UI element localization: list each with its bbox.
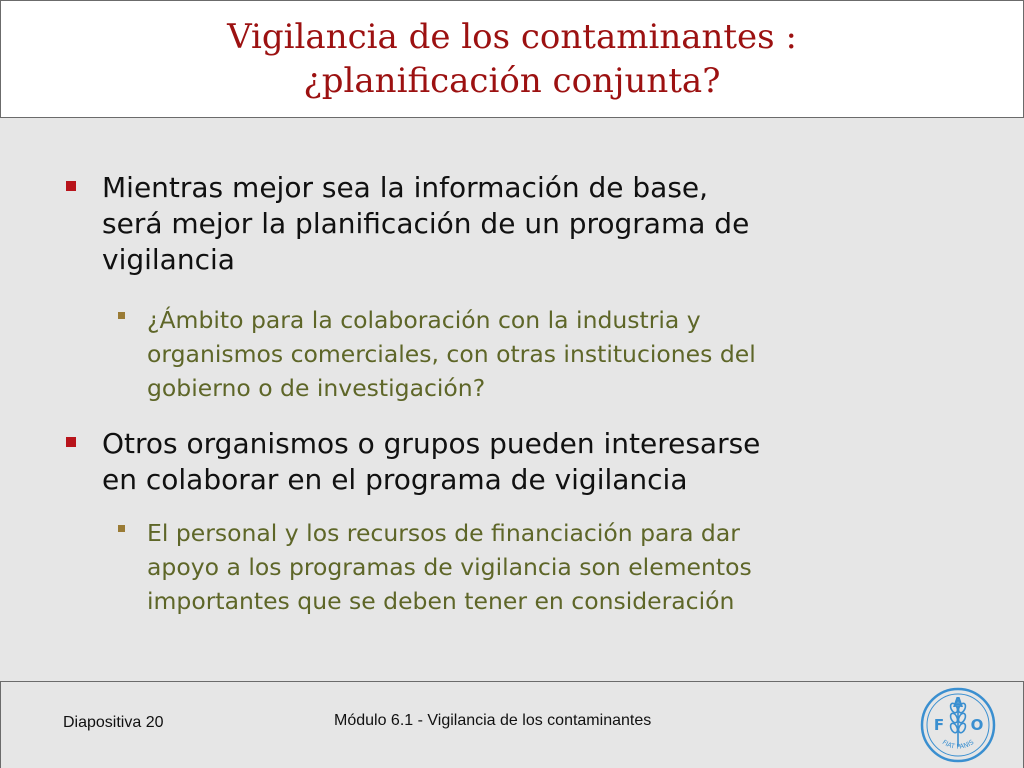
bullet-line: Otros organismos o grupos pueden interesarse: [102, 427, 761, 460]
square-subbullet-icon: [118, 525, 125, 532]
square-subbullet-icon: [118, 312, 125, 319]
bullet-text: [102, 170, 946, 278]
logo-letter: F: [933, 716, 945, 734]
sub-bullet-item: [118, 516, 948, 618]
logo-letter: A: [952, 696, 964, 711]
logo-motto: FIAT PANIS: [940, 738, 976, 751]
sub-bullet-text: [147, 303, 948, 405]
square-bullet-icon: [66, 437, 76, 447]
sub-bullet-line: gobierno o de investigación?: [147, 374, 486, 402]
bullet-item: [66, 170, 946, 278]
bullet-line: Mientras mejor sea la información de base,: [102, 171, 709, 204]
bullet-line: será mejor la planificación de un programa de: [102, 207, 750, 240]
bullet-text: [102, 426, 946, 498]
sub-bullet-line: apoyo a los programas de vigilancia son elementos: [147, 553, 752, 581]
sub-bullet-line: organismos comerciales, con otras instituciones del: [147, 340, 756, 368]
slide-number: Diapositiva 20: [63, 714, 164, 731]
sub-bullet-item: [118, 303, 948, 405]
title-line: ¿planificación conjunta?: [303, 61, 721, 101]
bullet-line: en colaborar en el programa de vigilancia: [102, 463, 688, 496]
sub-bullet-line: importantes que se deben tener en consideración: [147, 587, 735, 615]
slide-footer: [0, 681, 1024, 768]
title-box: [0, 0, 1024, 118]
square-bullet-icon: [66, 181, 76, 191]
bullet-line: vigilancia: [102, 243, 235, 276]
slide-title: [227, 15, 797, 103]
sub-bullet-text: [147, 516, 948, 618]
sub-bullet-line: ¿Ámbito para la colaboración con la industria y: [147, 306, 701, 334]
title-line: Vigilancia de los contaminantes :: [227, 17, 797, 57]
sub-bullet-line: El personal y los recursos de financiación para dar: [147, 519, 740, 547]
bullet-item: [66, 426, 946, 498]
slide-content: [0, 118, 1024, 680]
module-title: Módulo 6.1 - Vigilancia de los contaminantes: [334, 712, 652, 729]
fao-logo-icon: [917, 686, 999, 764]
logo-letter: O: [970, 716, 984, 734]
